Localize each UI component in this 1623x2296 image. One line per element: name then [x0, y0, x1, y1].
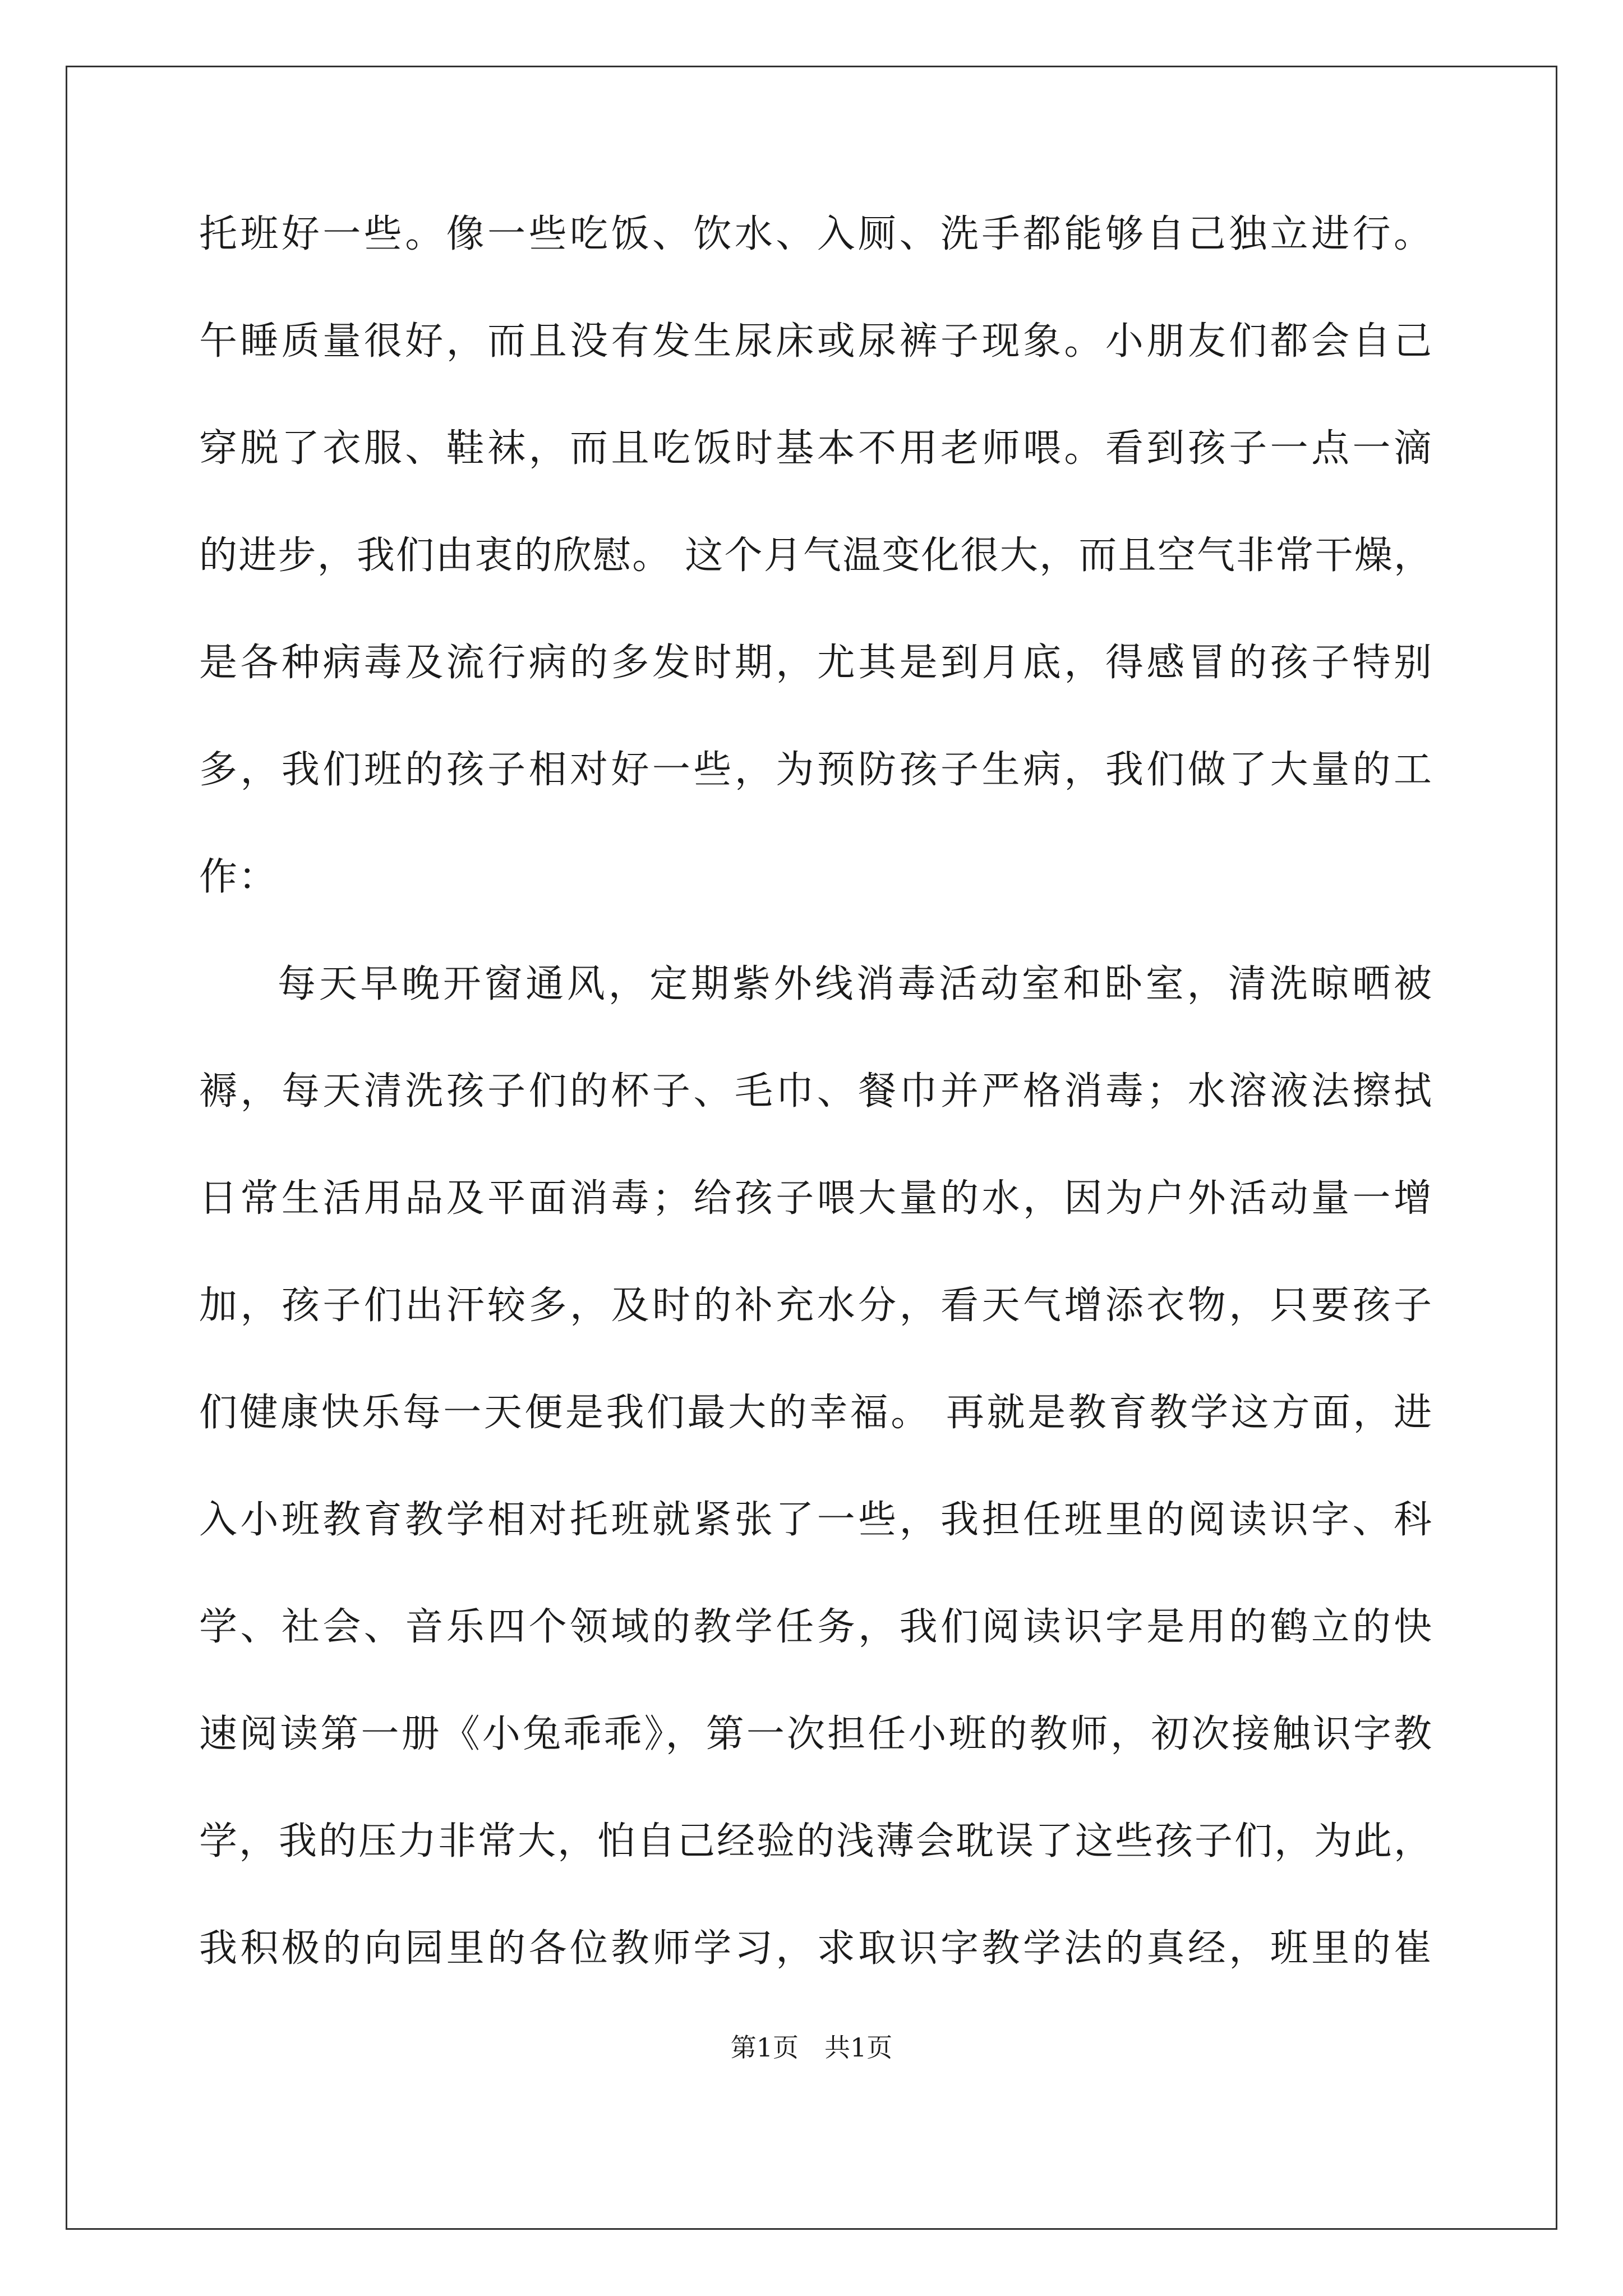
text-line: 日常生活用品及平面消毒；给孩子喂大量的水，因为户外活动量一增 [199, 1176, 1433, 1221]
text-line: 褥，每天清洗孩子们的杯子、毛巾、餐巾并严格消毒；水溶液法擦拭 [199, 1069, 1433, 1114]
page-border [66, 66, 1557, 2230]
text-line: 的进步，我们由衷的欣慰。 这个月气温变化很大，而且空气非常干燥， [199, 533, 1433, 578]
text-line: 是各种病毒及流行病的多发时期，尤其是到月底，得感冒的孩子特别 [199, 641, 1433, 685]
page-number-footer: 第1页 共1页 [730, 2032, 893, 2063]
paragraph-first-line: 每天早晚开窗通风，定期紫外线消毒活动室和卧室，清洗晾晒被 [278, 962, 1433, 1006]
text-line: 学，我的压力非常大，怕自己经验的浅薄会耽误了这些孩子们，为此， [199, 1819, 1433, 1864]
text-line: 学、社会、音乐四个领域的教学任务，我们阅读识字是用的鹤立的快 [199, 1605, 1433, 1649]
text-line: 入小班教育教学相对托班就紧张了一些，我担任班里的阅读识字、科 [199, 1498, 1433, 1542]
text-line: 们健康快乐每一天便是我们最大的幸福。 再就是教育教学这方面，进 [199, 1391, 1433, 1435]
text-line: 托班好一些。像一些吃饭、饮水、入厕、洗手都能够自己独立进行。 [199, 212, 1433, 256]
text-line: 加，孩子们出汗较多，及时的补充水分，看天气增添衣物，只要孩子 [199, 1283, 1433, 1328]
text-line: 穿脱了衣服、鞋袜，而且吃饭时基本不用老师喂。看到孩子一点一滴 [199, 426, 1433, 471]
text-line: 速阅读第一册《小兔乖乖》，第一次担任小班的教师，初次接触识字教 [199, 1712, 1433, 1756]
text-line: 我积极的向园里的各位教师学习，求取识字教学法的真经，班里的崔 [199, 1926, 1433, 1971]
text-line: 作： [199, 855, 278, 899]
text-line: 午睡质量很好，而且没有发生尿床或尿裤子现象。小朋友们都会自己 [199, 319, 1433, 364]
text-line: 多，我们班的孩子相对好一些，为预防孩子生病，我们做了大量的工 [199, 748, 1433, 792]
